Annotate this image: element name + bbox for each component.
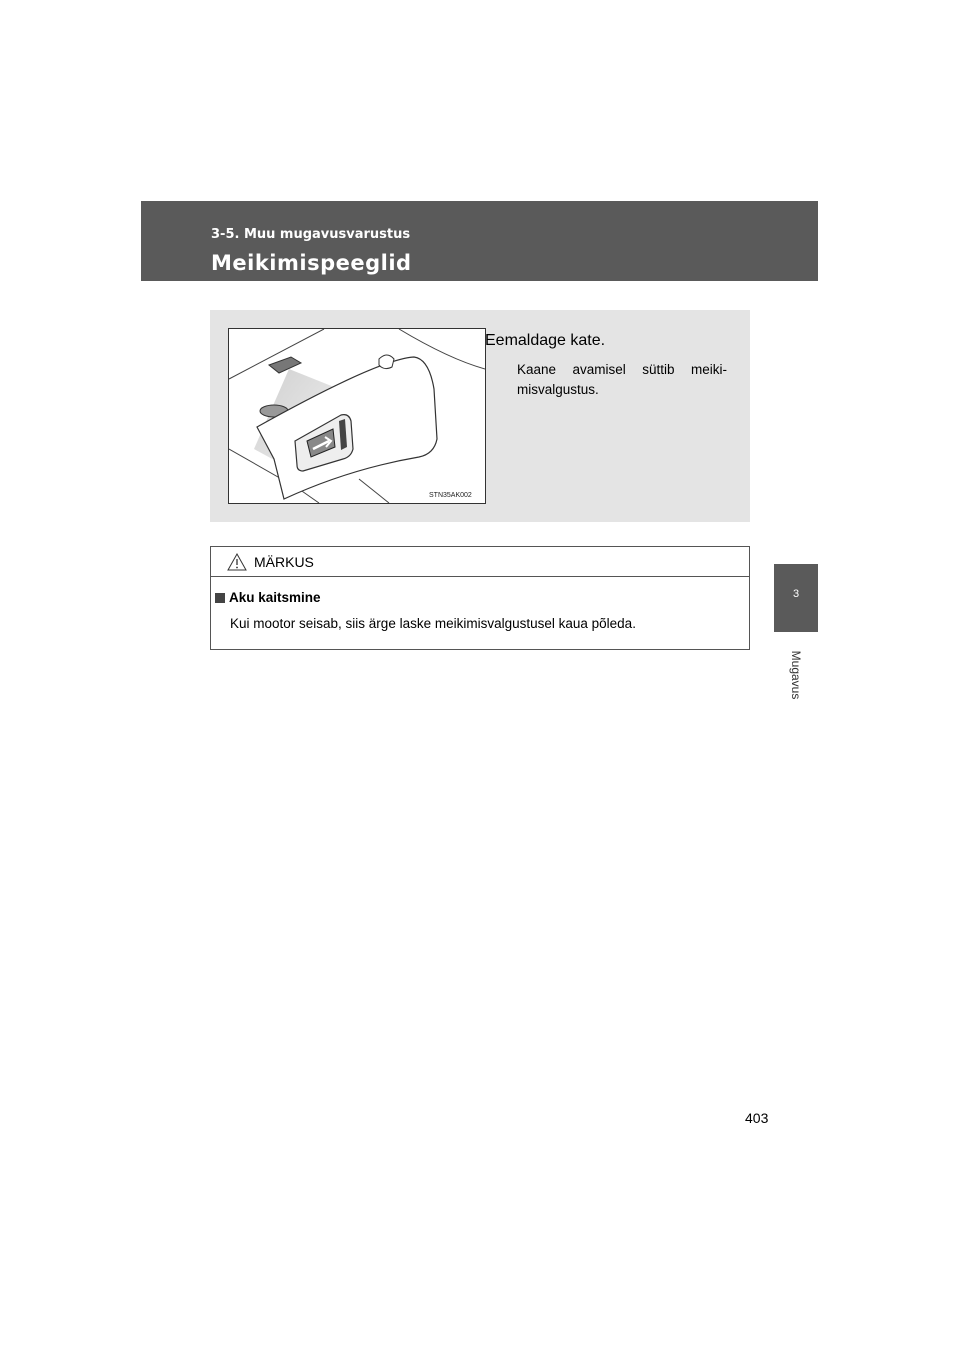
warning-triangle-icon [227, 553, 247, 571]
chapter-number: 3 [792, 588, 800, 600]
notice-title: MÄRKUS [254, 554, 314, 570]
notice-box [210, 546, 750, 650]
chapter-tab [774, 564, 818, 632]
notice-subheading [215, 590, 321, 605]
illustration-code: STN35AK002 [429, 492, 472, 499]
illustration-panel [210, 310, 750, 522]
section-label: 3-5. Muu mugavusvarustus [211, 227, 411, 242]
step-title: Eemaldage kate. [485, 332, 606, 349]
header-band [141, 201, 818, 281]
notice-header [211, 547, 749, 577]
notice-text: Kui mootor seisab, siis ärge laske meikimisvalgustusel kaua põleda. [230, 616, 636, 631]
sun-visor-illustration [228, 328, 486, 504]
step-description: Kaane avamisel süttib meiki-misvalgustus. [517, 362, 727, 397]
page-number: 403 [745, 1110, 769, 1126]
square-bullet-icon [215, 593, 225, 603]
page-title: Meikimispeeglid [211, 251, 412, 275]
chapter-label-text: Mugavus [789, 650, 803, 700]
notice-subheading-text: Aku kaitsmine [229, 590, 321, 605]
sun-visor-drawing [229, 329, 485, 503]
